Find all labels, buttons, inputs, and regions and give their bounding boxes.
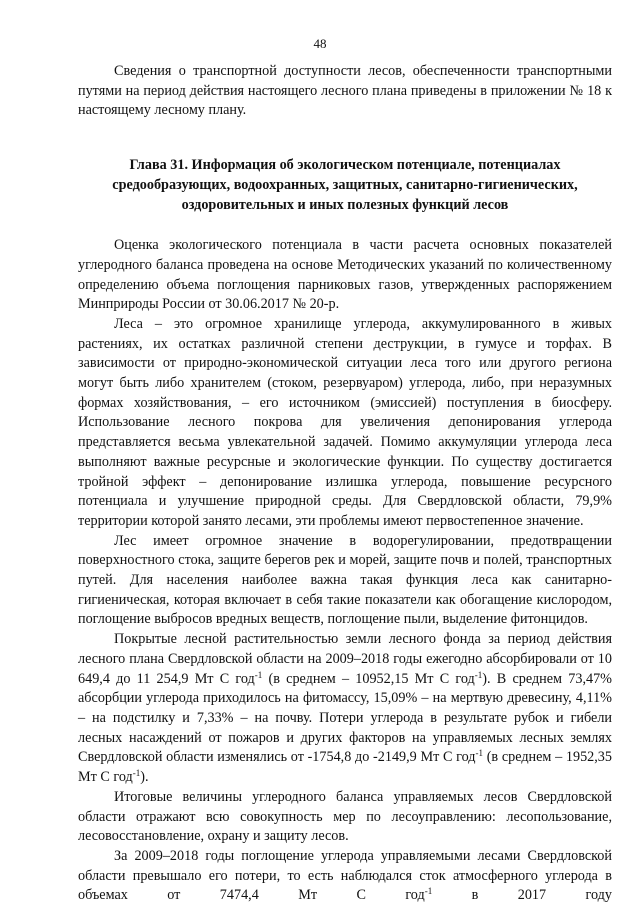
paragraph-ecological-potential: Оценка экологического потенциала в части расчета основных показателей углеродного баланса проведена на основе Методических указаний по количественному определению объема поглощения парниковых газов, утвержденных распоряжением Минприроды России от 30.06.2017 № 20-р. <box>78 237 612 313</box>
text-segment: ). В среднем 73,47% абсорбции углерода приходилось на фитомассу, 15,09% – на мертвую древесину, 4,11% – на подстилку и 7,33% – на почву. Потери углерода в результате рубок и гибели лесных насаждений от пожаров и других факторов на управляемых лесных землях Свердловской области изменялись от -1754,8 до -2149,9 Мт С год <box>78 670 612 766</box>
page-number: 48 <box>313 36 327 51</box>
text-segment: За 2009–2018 годы поглощение углерода управляемыми лесами Свердловской области превышало его потери, то есть наблюдался сток атмосферного углерода в объемах от 7474,4 Мт С год <box>78 847 612 904</box>
text-segment: (в среднем – 10952,15 Мт С год <box>262 670 475 687</box>
superscript: -1 <box>132 768 141 779</box>
chapter-heading: Глава 31. Информация об экологическом потенциале, потенциалах средообразующих, водоохранных, защитных, санитарно-гигиенических, оздоровительных и иных полезных функций лесов <box>112 157 578 214</box>
text-segment: Покрытые лесной растительностью земли лесного фонда за период действия лесного плана Свердловской области на 2009–2018 годы ежегодно абсорбировали от 10 649,4 до 11 254,9 Мт С год <box>78 631 612 687</box>
superscript: -1 <box>254 669 263 680</box>
page-content <box>78 62 612 906</box>
paragraph-carbon-storage: Леса – это огромное хранилище углерода, аккумулированного в живых растениях, их остатках различной степени деструкции, в гумусе и торфах. В зависимости от природно-экономической ситуации леса того или другого региона могут быть либо хранителем (стоком, резервуаром) углерода, либо, при неразумных формах хозяйствования, – его источником (эмиссией) поступления в биосферу. Использование лесного покрова для увеличения депонирования углерода представляется весьма увлекательной задачей. Помимо аккумуляции углерода леса выполняют важные ресурсные и экологические функции. По существу достигается тройной эффект – депонирование излишка углерода, повышение ресурсного потенциала и улучшение природной среды. Для Свердловской области, 79,9% территории которой занято лесами, эти проблемы имеют первостепенное значение. <box>78 315 612 529</box>
superscript: -1 <box>475 748 483 759</box>
paragraph-water-regulation: Лес имеет огромное значение в водорегулировании, предотвращении поверхностного стока, защите берегов рек и морей, защите почв и полей, транспортных путей. Для населения наиболее важна такая функция леса как санитарно-гигиеническая, которая включает в себя такие показатели как обогащение кислородом, поглощение выбросов вредных веществ, поглощение пыли, выделение фитонцидов. <box>78 532 612 628</box>
paragraph-carbon-balance: Итоговые величины углеродного баланса управляемых лесов Свердловской области отражают всю совокупность мер по лесоуправлению: лесопользование, лесовосстановление, охрану и защиту лесов. <box>78 788 612 845</box>
paragraph-carbon-absorption <box>78 630 612 788</box>
intro-paragraph: Сведения о транспортной доступности лесов, обеспеченности транспортными путями на период действия настоящего лесного плана приведены в приложении № 18 к настоящему лесному плану. <box>78 63 612 119</box>
superscript: -1 <box>424 886 433 897</box>
text-segment: (в среднем – 1952,35 Мт С год <box>78 749 612 786</box>
superscript: -1 <box>474 669 483 680</box>
text-segment: в 2017 году <box>432 887 612 904</box>
text-segment: ). <box>140 769 149 786</box>
paragraph-carbon-sink <box>78 847 612 906</box>
